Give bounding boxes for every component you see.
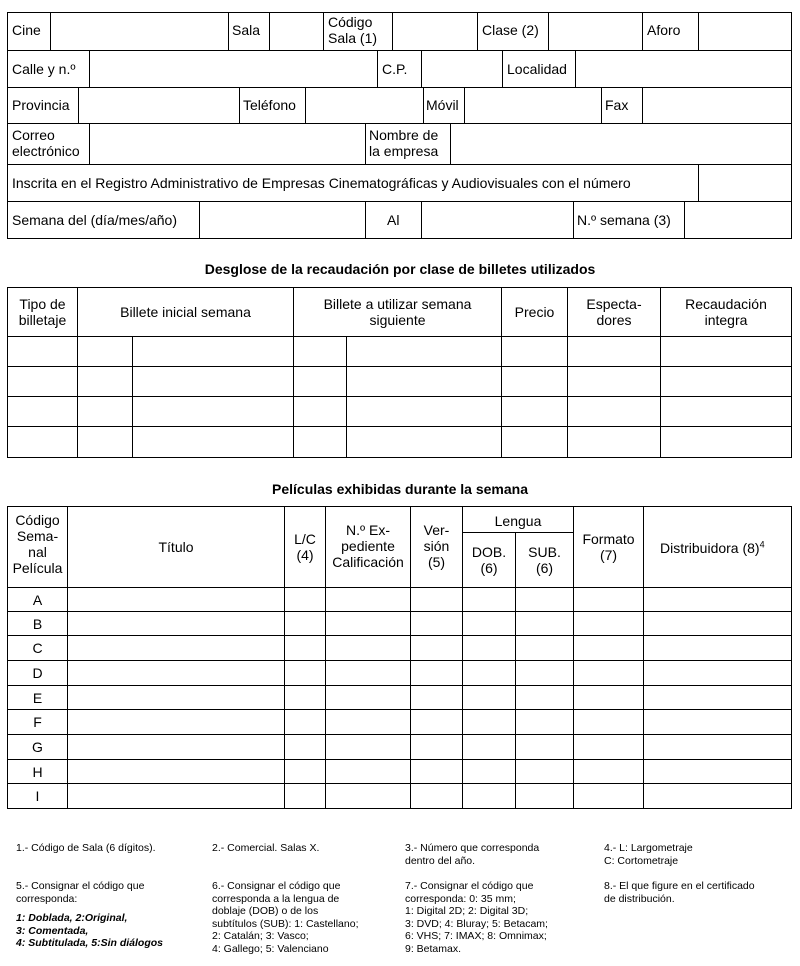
fax-field[interactable] xyxy=(643,88,791,123)
note-2: 2.- Comercial. Salas X. xyxy=(212,842,320,854)
cp-field[interactable] xyxy=(422,51,502,87)
semana-del-label: Semana del (día/mes/año) xyxy=(12,212,177,228)
row-code-d: D xyxy=(32,665,43,681)
espectadores-header: Especta- dores xyxy=(586,296,642,328)
version-header: Ver- sión (5) xyxy=(423,522,450,570)
cp-label: C.P. xyxy=(382,61,408,77)
billete-siguiente-header: Billete a utilizar semana siguiente xyxy=(323,296,472,328)
pelicula-row[interactable] xyxy=(68,760,791,783)
clase-label: Clase (2) xyxy=(482,22,539,38)
row-code-f: F xyxy=(33,714,42,730)
distribuidora-superscript: 4 xyxy=(759,539,765,550)
movil-label: Móvil xyxy=(426,97,459,113)
fax-label: Fax xyxy=(605,97,629,113)
note-1: 1.- Código de Sala (6 dígitos). xyxy=(16,842,156,854)
nombre-empresa-field[interactable] xyxy=(451,124,791,164)
codigo-sala-label: Código Sala (1) xyxy=(328,14,378,46)
movil-field[interactable] xyxy=(465,88,601,123)
calle-label: Calle y n.º xyxy=(12,61,76,77)
codigo-semanal-header: Código Sema- nal Película xyxy=(12,512,63,576)
formato-header: Formato (7) xyxy=(582,531,635,563)
provincia-field[interactable] xyxy=(79,88,239,123)
sub-header: SUB. (6) xyxy=(528,544,561,576)
recaudacion-header: Recaudación integra xyxy=(685,296,767,328)
precio-header: Precio xyxy=(514,304,555,320)
num-semana-label: N.º semana (3) xyxy=(577,212,671,228)
note-5-intro: 5.- Consignar el código que corresponda: xyxy=(16,880,145,905)
num-semana-field[interactable] xyxy=(685,202,791,238)
cine-label: Cine xyxy=(12,22,41,38)
row-code-i: I xyxy=(35,788,40,804)
row-code-c: C xyxy=(32,640,43,656)
pelicula-row[interactable] xyxy=(68,784,791,808)
note-6: 6.- Consignar el código que corresponda a la lengua de doblaje (DOB) o de los subtítulos (SUB): 1: Castellano; 2: Catalán; 3: Vasco; 4: Gallego; 5: Valenciano xyxy=(212,880,359,955)
pelicula-row[interactable] xyxy=(68,661,791,685)
titulo-header: Título xyxy=(158,539,194,555)
note-5-codes: 1: Doblada, 2:Original, 3: Comentada, 4: Subtitulada, 5:Sin diálogos xyxy=(16,912,164,949)
recaudacion-row[interactable] xyxy=(8,337,791,366)
dob-header: DOB. (6) xyxy=(471,544,507,576)
recaudacion-row[interactable] xyxy=(8,397,791,426)
provincia-label: Provincia xyxy=(12,97,70,113)
pelicula-row[interactable] xyxy=(68,710,791,734)
row-code-b: B xyxy=(32,616,43,632)
localidad-label: Localidad xyxy=(507,61,567,77)
pelicula-row[interactable] xyxy=(68,735,791,759)
expediente-header: N.º Ex- pediente Calificación xyxy=(332,522,404,570)
lengua-header: Lengua xyxy=(494,513,542,529)
telefono-label: Teléfono xyxy=(243,97,296,113)
sala-label: Sala xyxy=(232,22,261,38)
pelicula-row[interactable] xyxy=(68,686,791,709)
billete-inicial-header: Billete inicial semana xyxy=(120,304,251,320)
localidad-field[interactable] xyxy=(576,51,791,87)
row-code-e: E xyxy=(32,690,43,706)
clase-field[interactable] xyxy=(549,13,642,50)
calle-field[interactable] xyxy=(90,51,377,87)
row-code-h: H xyxy=(32,764,43,780)
semana-al-field[interactable] xyxy=(422,202,573,238)
pelicula-row[interactable] xyxy=(68,588,791,611)
semana-del-field[interactable] xyxy=(200,202,365,238)
note-7: 7.- Consignar el código que corresponda: 0: 35 mm; 1: Digital 2D; 2: Digital 3D; 3: DVD; 4: Bluray; 5: Betacam; 6: VHS; 7: IMAX; 8: Omnimax; 9: Betamax. xyxy=(405,880,548,955)
row-code-g: G xyxy=(32,739,43,755)
cine-field[interactable] xyxy=(51,13,228,50)
sala-field[interactable] xyxy=(270,13,323,50)
tipo-billetaje-header: Tipo de billetaje xyxy=(18,296,67,328)
correo-field[interactable] xyxy=(90,124,365,164)
note-8: 8.- El que figure en el certificado de distribución. xyxy=(604,880,755,905)
recaudacion-row[interactable] xyxy=(8,427,791,457)
inscrita-label: Inscrita en el Registro Administrativo de Empresas Cinematográficas y Audiovisuales con el número xyxy=(12,175,631,191)
correo-label: Correo electrónico xyxy=(12,127,80,159)
note-3: 3.- Número que corresponda dentro del año. xyxy=(405,842,540,867)
recaudacion-row[interactable] xyxy=(8,367,791,396)
pelicula-row[interactable] xyxy=(68,636,791,660)
registro-numero-field[interactable] xyxy=(699,165,791,201)
lc-header: L/C (4) xyxy=(294,531,316,563)
recaudacion-title: Desglose de la recaudación por clase de billetes utilizados xyxy=(204,261,596,277)
pelicula-row[interactable] xyxy=(68,612,791,635)
nombre-empresa-label: Nombre de la empresa xyxy=(369,127,439,159)
peliculas-title: Películas exhibidas durante la semana xyxy=(272,481,528,497)
note-4: 4.- L: Largometraje C: Cortometraje xyxy=(604,842,693,867)
telefono-field[interactable] xyxy=(306,88,423,123)
aforo-label: Aforo xyxy=(647,22,681,38)
al-label: Al xyxy=(387,212,400,228)
aforo-field[interactable] xyxy=(699,13,791,50)
distribuidora-header: Distribuidora $(8)^4$ xyxy=(660,539,765,556)
codigo-sala-field[interactable] xyxy=(393,13,477,50)
row-code-a: A xyxy=(32,592,43,608)
